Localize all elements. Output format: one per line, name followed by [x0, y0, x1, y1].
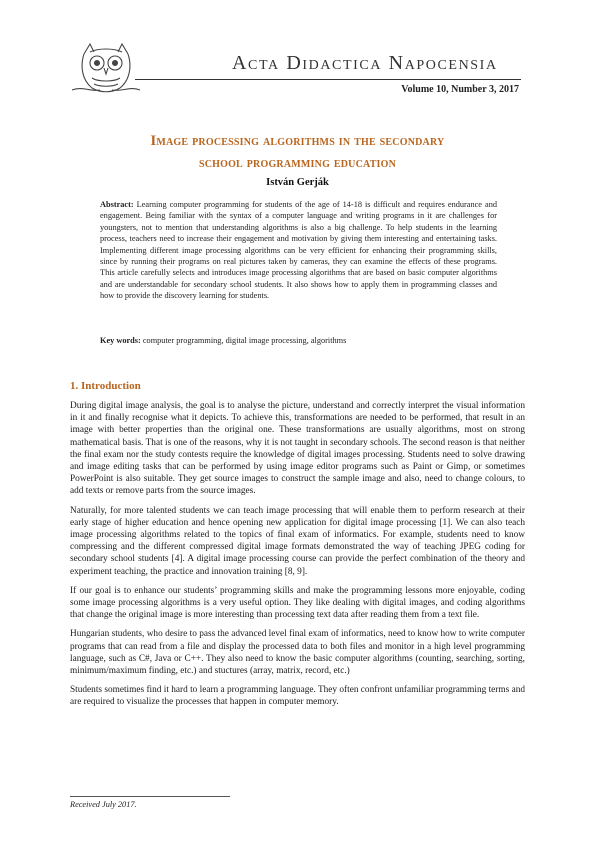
paragraph: Students sometimes find it hard to learn a programming language. They often confront unfamiliar programming terms and are required to visualize the processes that happen in computer memory. — [70, 685, 526, 708]
article-title — [70, 130, 525, 174]
keywords-text: computer programming, digital image processing, algorithms — [140, 336, 347, 345]
author-name: István Gerják — [266, 177, 329, 188]
received-date: Received July 2017. — [70, 800, 137, 809]
body-text — [70, 400, 525, 716]
header-rule — [135, 79, 521, 80]
title-line-2: school programming education — [198, 155, 397, 171]
abstract-text: Learning computer programming for students of the age of 14-18 is difficult and requires endurance and engagement. Being familiar with the syntax of a computer language and writing programs in it are challenges for youngsters, not to mention that understanding algorithms is also a big challenge. To help students in the learning process, teachers need to increase their engagement and motivation by giving them interesting and entertaining tasks. Implementing different image processing algorithms can be very efficient for enhancing their programming skills, since by running their programs on real pictures taken by cameras, they can examine the effects of these programs. This article carefully selects and introduces image processing algorithms that are based on basic computer algorithms and are understandable for secondary school students. It also shows how to apply them in programming classes and how to provide the discovery learning for students. — [100, 200, 497, 301]
volume-info: Volume 10, Number 3, 2017 — [401, 84, 519, 95]
journal-name: Acta Didactica Napocensia — [232, 52, 498, 74]
section-heading: 1. Introduction — [70, 380, 141, 392]
paragraph: Hungarian students, who desire to pass the advanced level final exam of informatics, need to know how to write computer programs that can read from a file and display the processed data to both files and monitor in a high level programming language, such as C#, Java or C++. They also need to know the basic computer algorithms (counting, searching, sorting, minimum/maximum finding, etc.) and stuctures (array, matrix, record, etc.) — [70, 629, 525, 677]
abstract — [100, 199, 497, 302]
paragraph: During digital image analysis, the goal is to analyse the picture, understand and correctly interpret the visual information in it and finally recognise what it depicts. To achieve this, transformations are needed to be performed, that result in an image with better properties than the original one. These transformations are usually algorithms, most on strong mathematical basis. That is one of the reasons, why it is not taught in secondary schools. The second reason is that neither the final exam nor the study contests require the knowledge of digital images processing. Students need to solve drawing and image editing tasks that can be performed by using image editor programs such as Paint or Gimp, or sometimes PowerPoint is also suitable. They get source images to construct the sample image and also, need to change colours, to add texts or remove parts from the source images. — [70, 401, 525, 497]
paragraph: If our goal is to enhance our students’ programming skills and make the programming lessons more enjoyable, coding some image processing algorithms is a very useful option. They like dealing with digital images, and coding algorithms that change the original image is more interesting than processing text data after reading them from a text file. — [70, 585, 525, 621]
paragraph: Naturally, for more talented students we can teach image processing that will enable them to perform research at their early stage of higher education and hence opening new application for digital image processing [1]. We can also teach image processing algorithms related to the topics of final exam of informatics. For example, students need to know compressing and the different compressed digital image formats demonstrated the way of teaching JPEG coding for secondary school students [4]. A digital image processing course can provide the perfect combination of the theory and experiment teaching, the practice and innovation training [8, 9]. — [70, 505, 525, 577]
title-line-1: Image processing algorithms in the secondary — [150, 133, 445, 149]
footer-rule — [70, 796, 230, 797]
keywords-label: Key words: — [100, 336, 141, 345]
owl-logo-icon — [70, 40, 142, 96]
abstract-label: Abstract: — [100, 200, 134, 209]
keywords — [100, 336, 497, 345]
